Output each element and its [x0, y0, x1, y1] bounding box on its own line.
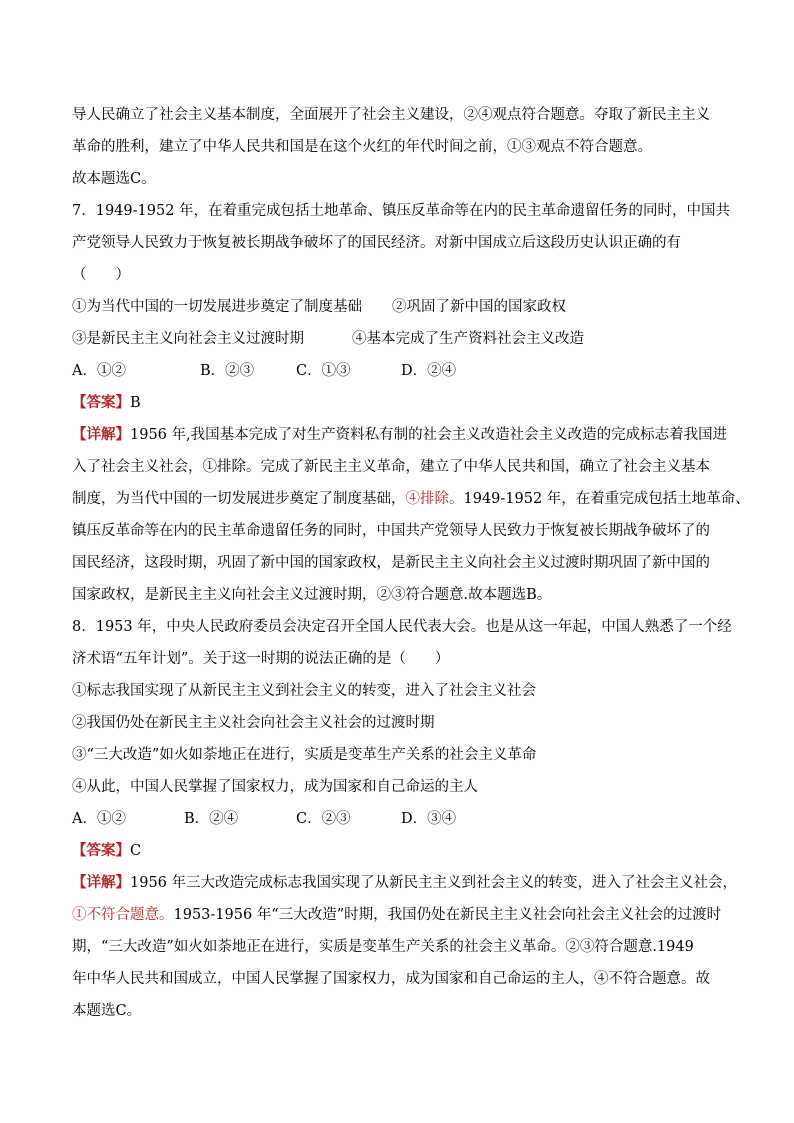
q8-answer-tag: 【答案】: [72, 842, 130, 859]
q7-detail-line-3: 制度，为当代中国的一切发展进步奠定了制度基础，④排除。1949-1952 年，在着重完成包括土地革命、: [72, 491, 750, 507]
q8-answer: [72, 835, 732, 867]
q7-option-d: D．②④: [401, 363, 457, 379]
q7-detail-line-4: 镇压反革命等在内的民主革命遗留任务的同时，中国共产党领导人民致力于恢复被长期战争破坏了的: [72, 523, 710, 539]
q7-statement-2: ②巩固了新中国的国家政权: [392, 299, 566, 315]
carryover-line-1: 导人民确立了社会主义基本制度，全面展开了社会主义建设，②④观点符合题意。夺取了新民主主义: [72, 107, 710, 123]
carryover-line-3: 故本题选C。: [72, 171, 156, 187]
q8-stem-line-2: 济术语“五年计划”。关于这一时期的说法正确的是（ ）: [72, 651, 450, 667]
q8-statement-3: ③“三大改造”如火如荼地正在进行，实质是变革生产关系的社会主义革命: [72, 747, 537, 763]
q7-option-b: B．②③: [200, 363, 255, 379]
q7-statement-4: ④基本完成了生产资料社会主义改造: [352, 331, 584, 347]
q7-stem-line-3: （ ）: [72, 267, 130, 283]
q7-statements-row-1: [72, 291, 732, 323]
q8-detail-highlight: ①不符合题意。: [72, 907, 174, 923]
q8-detail-tag: 【详解】: [72, 874, 130, 891]
q7-detail-line-2: 入了社会主义社会，①排除。完成了新民主主义革命，建立了中华人民共和国，确立了社会主义基本: [72, 459, 710, 475]
q8-statement-4: ④从此，中国人民掌握了国家权力，成为国家和自己命运的主人: [72, 779, 478, 795]
q7-answer-value: B: [130, 395, 141, 411]
q7-detail-line-5: 国民经济，这段时期，巩固了新中国的国家政权，是新民主主义向社会主义过渡时期巩固了新中国的: [72, 555, 710, 571]
q7-option-c: C．①③: [296, 363, 351, 379]
q8-stem-line-1: 8．1953 年，中央人民政府委员会决定召开全国人民代表大会。也是从这一年起，中国人熟悉了一个经: [72, 619, 732, 635]
q7-answer-tag: 【答案】: [72, 394, 130, 411]
q8-options: [72, 803, 732, 835]
q7-detail-highlight: ④排除。: [405, 491, 464, 507]
document-page: [72, 99, 750, 1027]
q7-statements-row-2: [72, 323, 732, 355]
q7-statement-3: ③是新民主主义向社会主义过渡时期: [72, 331, 304, 347]
q7-options: [72, 355, 732, 387]
q8-statement-1: ①标志我国实现了从新民主主义到社会主义的转变，进入了社会主义社会: [72, 683, 536, 699]
q7-stem-line-1: 7．1949-1952 年，在着重完成包括土地革命、镇压反革命等在内的民主革命遗留任务的同时，中国共: [72, 203, 731, 219]
q8-detail-line-2: ①不符合题意。1953-1956 年“三大改造”时期，我国仍处在新民主主义社会向社会主义社会的过渡时: [72, 907, 722, 923]
q8-detail-line-4: 年中华人民共和国成立，中国人民掌握了国家权力，成为国家和自己命运的主人，④不符合题意。故: [72, 971, 710, 987]
q8-option-c: C．②③: [296, 811, 351, 827]
q8-detail-line-3: 期，“三大改造”如火如荼地正在进行，实质是变革生产关系的社会主义革命。②③符合题意.1949: [72, 939, 694, 955]
carryover-line-2: 革命的胜利，建立了中华人民共和国是在这个火红的年代时间之前，①③观点不符合题意。: [72, 139, 652, 155]
q8-option-a: A．①②: [72, 811, 126, 827]
q8-option-d: D．③④: [401, 811, 457, 827]
q7-option-a: A．①②: [72, 363, 126, 379]
q7-detail-line-1: 【详解】1956 年,我国基本完成了对生产资料私有制的社会主义改造社会主义改造的完成标志着我国进: [72, 426, 728, 443]
q7-statement-1: ①为当代中国的一切发展进步奠定了制度基础: [72, 299, 362, 315]
q8-statement-2: ②我国仍处在新民主主义社会向社会主义社会的过渡时期: [72, 715, 435, 731]
q7-detail-line-6: 国家政权，是新民主主义向社会主义过渡时期，②③符合题意.故本题选B。: [72, 587, 552, 603]
q7-stem-line-2: 产党领导人民致力于恢复被长期战争破坏了的国民经济。对新中国成立后这段历史认识正确的有: [72, 235, 681, 251]
q8-detail-line-1: 【详解】1956 年三大改造完成标志我国实现了从新民主主义到社会主义的转变，进入了社会主义社会，: [72, 874, 738, 891]
q7-detail-tag: 【详解】: [72, 426, 130, 443]
q8-detail-line-5: 本题选C。: [72, 1003, 142, 1019]
q8-answer-value: C: [130, 843, 142, 859]
q8-option-b: B．②④: [184, 811, 239, 827]
q7-answer: [72, 387, 732, 419]
